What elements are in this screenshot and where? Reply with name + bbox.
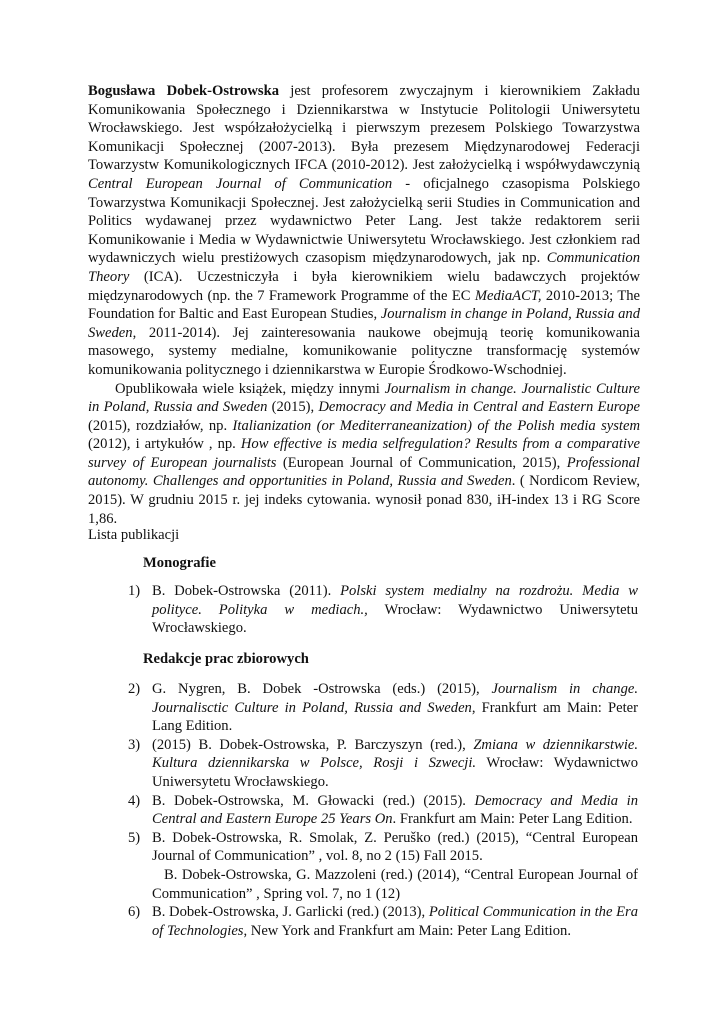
item-text [152, 793, 638, 828]
item-run: , Frankfurt am Main: Peter Lang Edition. [152, 699, 639, 735]
item-number: 6) [128, 904, 141, 921]
item-text [152, 583, 638, 636]
item-run: Polski system medialny na rozdrożu. Media w polityce. Polityka w mediach., [152, 583, 638, 618]
publication-item [0, 829, 638, 903]
publication-item [0, 903, 638, 940]
bio-p1-run: 2010-2013; The Foundation for Baltic and East European Studies, [88, 287, 641, 323]
bio-p2-run: Professional autonomy. Challenges and opportunities in Poland, Russia and Sweden [88, 454, 640, 490]
bio-paragraph-2 [88, 380, 640, 529]
bio-p1-run: Central European Journal of Communication [88, 175, 393, 192]
publication-item [0, 582, 638, 638]
bio-p2-run: Italianization (or Mediterraneanization) of the Polish media system [232, 417, 640, 434]
item-number: 3) [128, 736, 141, 753]
item-run: Democracy and Media in Central and Eastern Europe 25 Years On [152, 792, 639, 828]
bio-p1-run: MediaACT, [474, 287, 542, 304]
item-run: (2015) B. Dobek-Ostrowska, P. Barczyszyn (red.), [152, 736, 474, 753]
item-run: Zmiana w dziennikarstwie. Kultura dziennikarska w Polsce, Rosji i Szwecji. [152, 736, 639, 772]
bio-p2-run: Democracy and Media in Central and Eastern Europe [318, 399, 640, 416]
bio-p2-run: (2012), i artykułów , np. [88, 436, 241, 453]
item-continuation: B. Dobek-Ostrowska, G. Mazzoleni (red.) (2014), “Central European Journal of Communication” , Spring vol. 7, no 1 (12) [152, 866, 638, 902]
bio-paragraph-1 [88, 82, 640, 380]
bio-p2-run: (European Journal of Communication, 2015), [276, 454, 567, 471]
item-number: 2) [128, 681, 141, 697]
bio-p1-run: - oficjalnego czasopisma Polskiego Towarzystwa Komunikacji Społecznej. Jest założycielką serii Studies in Communication and Politics wydawanej przez wydawnictwo Peter Lang. Jest także redaktorem serii Komunikowanie i Media w Wydawnictwie Uniwersytetu Wrocławskiego. Jest członkiem rad wydawniczych wielu prestiżowych czasopism międzynarodowych, jak np. [88, 175, 640, 267]
item-run: , New York and Frankfurt am Main: Peter Lang Edition. [243, 922, 571, 939]
item-run: G. Nygren, B. Dobek -Ostrowska (eds.) (2015), [152, 681, 492, 697]
bio-p1-run: jest profesorem zwyczajnym i kierownikiem Zakładu Komunikowania Społecznego i Dziennikarstwa w Instytucie Politologii Uniwersytetu Wrocławskiego. Jest współzałożycielką i pierwszym prezesem Polskiego Towarzystwa Komunikacji Społecznej (2007-2013). Była prezesem Międzynarodowej Federacji Towarzystw Komunikologicznych IFCA (2010-2012). Jest założycielką i współwydawczynią [88, 83, 640, 174]
item-text [152, 737, 638, 790]
bio-p1-run: Communication Theory [88, 250, 640, 285]
publication-list-title: Lista publikacji [88, 527, 180, 543]
item-number: 5) [128, 829, 141, 846]
bio-p2-run: Journalism in change. Journalistic Culture in Poland, Russia and Sweden [88, 380, 640, 416]
redakcje-list [0, 680, 724, 940]
bio-p1-run: , 2011-2014). Jej zainteresowania naukowe obejmują teorię komunikowania masowego, systemy medialne, komunikowanie polityczne transformację systemów komunikowania politycznego i dziennikarstwa w Europie Środkowo-Wschodniej. [88, 324, 640, 378]
item-number: 4) [128, 792, 141, 809]
section-heading-redakcje: Redakcje prac zbiorowych [143, 651, 309, 667]
section-heading-monografie: Monografie [143, 555, 216, 571]
bio-p1-run: Journalism in change in Poland, Russia and Sweden [88, 306, 640, 341]
item-run: Wrocław: Wydawnictwo Uniwersytetu Wrocławskiego. [152, 755, 638, 790]
publication-item [0, 680, 638, 736]
publication-item [0, 736, 638, 792]
bio-p2-run: How effective is media selfregulation? Results from a comparative survey of European journalists [88, 436, 640, 471]
bio-p2-run: (2015), rozdziałów, np. [88, 417, 233, 434]
item-run: Journalism in change. Journalisctic Culture in Poland, Russia and Sweden [152, 681, 638, 716]
item-text [152, 681, 638, 734]
bio-p2-run: Opublikowała wiele książek, między innymi [115, 380, 385, 397]
item-run: B. Dobek-Ostrowska, J. Garlicki (red.) (2013), [152, 904, 429, 921]
item-run: Political Communication in the Era of Technologies [152, 904, 638, 939]
item-run: B. Dobek-Ostrowska (2011). [152, 583, 341, 599]
item-text [152, 904, 638, 939]
monografie-list [0, 582, 724, 638]
publication-item [0, 792, 638, 829]
bio-p2-run: (2015), [267, 399, 319, 416]
bio-p1-run: Bogusława Dobek-Ostrowska [88, 83, 280, 99]
item-run: Wrocław: Wydawnictwo Uniwersytetu Wrocławskiego. [152, 601, 638, 637]
bio-p2-run: . ( Nordicom Review, 2015). W grudniu 2015 r. jej indeks cytowania. wynosił ponad 830, iH-index 13 i RG Score 1,86. [88, 473, 640, 527]
item-number: 1) [128, 583, 141, 599]
item-run: B. Dobek-Ostrowska, M. Głowacki (red.) (2015). [152, 792, 475, 809]
bio-p1-run: (ICA). Uczestniczyła i była kierownikiem wielu badawczych projektów międzynarodowych (np. the 7 Framework Programme of the EC [88, 268, 640, 304]
biography [88, 82, 640, 528]
item-run: B. Dobek-Ostrowska, R. Smolak, Z. Peruško (red.) (2015), “Central European Journal of Communication” , vol. 8, no 2 (15) Fall 2015. [152, 829, 638, 865]
item-run: . Frankfurt am Main: Peter Lang Edition. [392, 811, 633, 828]
item-text [152, 830, 638, 865]
